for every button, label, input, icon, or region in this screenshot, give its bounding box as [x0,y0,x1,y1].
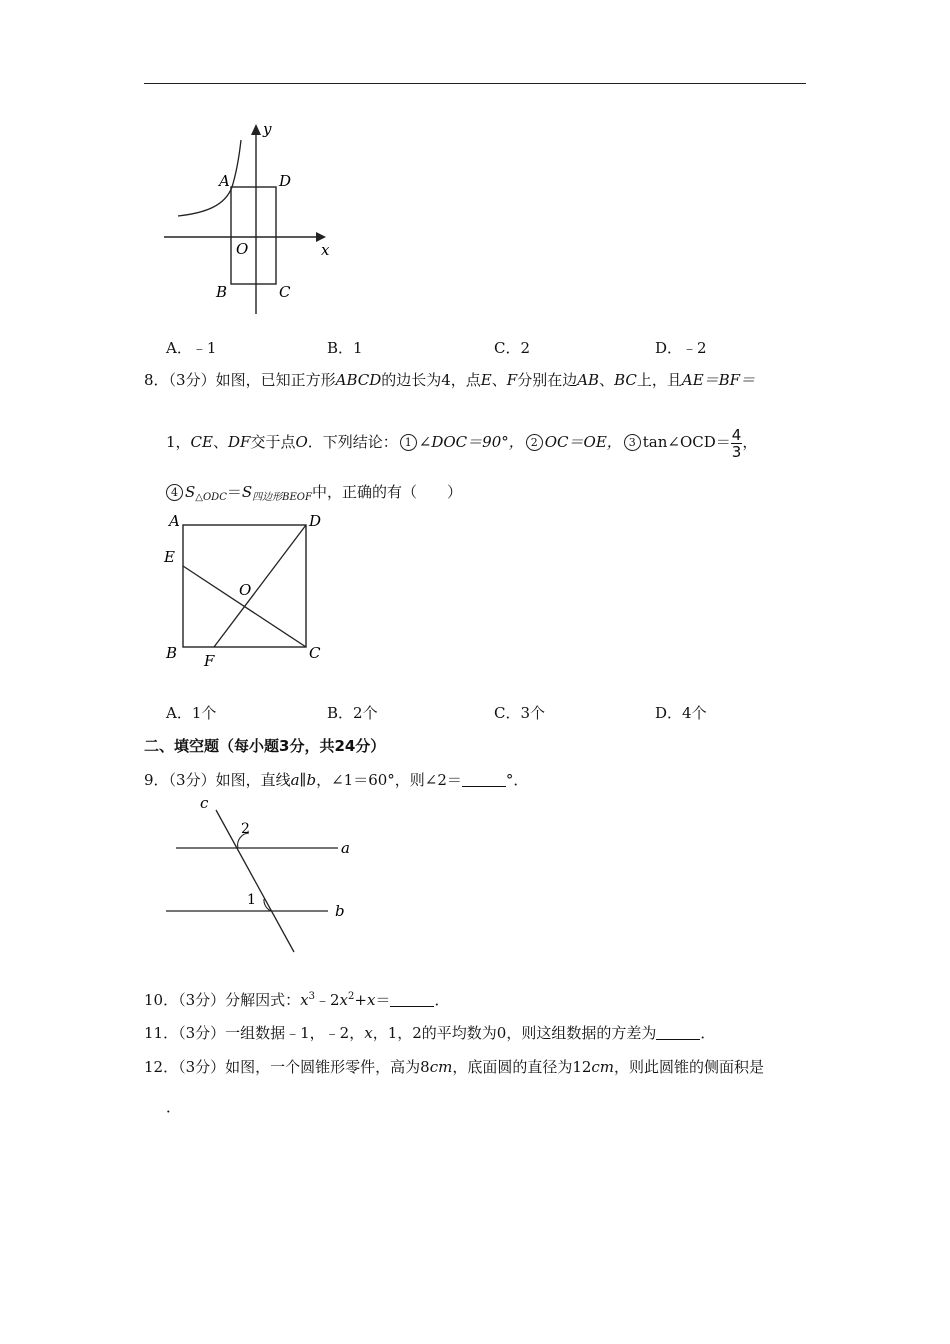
q8-fraction-denominator: 3 [731,442,742,461]
q8-option-a: A．1个 [166,704,217,722]
q11-text: ． [700,1024,716,1042]
q8-label-a: A [169,512,180,530]
q7-figure [160,118,340,318]
q8-conclusion-1: ∠DOC＝90°， [418,433,524,451]
q10-text: ＝ [375,991,391,1009]
q8-text: 交于点 [250,433,296,451]
q9-line-c [216,810,294,952]
q9-score: （3分） [168,771,216,789]
q10-exponent: 2 [348,991,355,1002]
q8-option-c: C．3个 [494,704,546,722]
q12-line1 [144,1057,764,1077]
q8-label-d: D [309,512,322,530]
q7-y-arrow [251,124,261,135]
q8-point-o: O [295,433,308,451]
q8-circled-3: 3 [624,434,641,451]
q8-area-sub: 四边形BEOF [252,492,312,503]
q8-figure [160,508,340,673]
q8-number: 8． [144,371,169,389]
q8-text: 中，正确的有（ ） [311,483,462,501]
q12-unit: cm [591,1058,615,1076]
q8-text: 、 [212,433,228,451]
q9-text: 如图，直线 [215,771,291,789]
q10-line [144,987,449,1010]
q8-option-d: D．4个 [655,704,707,722]
q8-text: 如图，已知正方形 [215,371,336,389]
q9-label-2: 2 [241,821,250,837]
q8-fraction [731,427,743,460]
q8-text: ．下列结论： [307,433,398,451]
q10-exponent: 3 [308,991,315,1002]
q12-number: 12． [144,1058,179,1076]
q7-option-b: B．1 [327,339,363,357]
q7-rectangle-abcd [231,187,276,284]
q10-var-x: x [339,991,349,1009]
q10-text: 分解因式： [225,991,301,1009]
q8-line2 [166,424,757,460]
q9-label-c: c [200,795,209,812]
q11-text: ，1，2的平均数为0，则这组数据的方差为 [372,1024,657,1042]
q10-score: （3分） [178,991,226,1009]
q7-option-c: C．2 [494,339,531,357]
q7-label-y: y [263,120,272,138]
q8-text: 1， [166,433,191,451]
q8-text: 、 [599,371,615,389]
q11-var-x: x [364,1024,373,1042]
q10-text: ﹣2 [315,991,340,1009]
q11-line [144,1023,715,1043]
q8-segment-df-line [214,525,306,647]
q10-var-x: x [366,991,376,1009]
q10-var-x: x [300,991,309,1009]
q8-segment-ce: CE [190,433,213,451]
q11-number: 11． [144,1024,179,1042]
q8-text: 分别在边 [517,371,578,389]
q8-equation: AE＝BF＝ [681,371,756,389]
q9-line1 [144,770,528,790]
q12-line2: ． [166,1098,182,1116]
q7-label-c: C [279,283,291,301]
q9-answer-blank [462,772,506,787]
q10-number: 10． [144,991,179,1009]
q8-area-sub: △ODC [195,492,227,503]
q7-option-d: D．﹣2 [655,339,707,357]
q10-text: + [354,991,367,1009]
q8-circled-2: 2 [526,434,543,451]
q7-label-a: A [219,172,230,190]
q8-score: （3分） [168,371,216,389]
q11-text: 一组数据﹣1，﹣2， [225,1024,365,1042]
q8-text: 、 [491,371,507,389]
q9-text: °． [505,771,529,789]
q8-label-f: F [204,652,215,670]
q8-line1 [144,370,755,390]
q7-label-d: D [279,172,292,190]
q12-text: ，底面圆的直径为12 [452,1058,592,1076]
q11-score: （3分） [178,1024,226,1042]
q10-answer-blank [390,992,434,1007]
q8-area-s: S [185,483,196,501]
q9-parallel-lines: a∥b [290,771,317,789]
header-rule [144,83,806,84]
q12-unit: cm [429,1058,453,1076]
q8-label-e: E [164,548,175,566]
q9-figure [160,795,370,960]
q7-label-o: O [236,240,249,258]
q8-side-bc: BC [614,371,637,389]
q10-text: ． [434,991,450,1009]
q8-square-name: ABCD [335,371,382,389]
q8-side-ab: AB [577,371,600,389]
q9-label-b: b [335,902,345,920]
q8-conclusion-2: OC＝OE， [544,433,622,451]
q7-label-b: B [216,283,228,301]
q7-label-x: x [321,241,330,259]
q9-label-a: a [341,839,350,857]
q8-label-b: B [166,644,178,662]
q8-option-b: B．2个 [327,704,378,722]
q8-circled-1: 1 [400,434,417,451]
q8-conclusion-3: tan∠OCD＝ [642,433,731,451]
q12-text: 如图，一个圆锥形零件，高为8 [225,1058,430,1076]
q12-score: （3分） [178,1058,226,1076]
q8-point-f: F [506,371,518,389]
q8-area-s: S [241,483,253,501]
q8-text: ， [742,433,758,451]
q8-text: 上，且 [636,371,682,389]
q8-label-c: C [309,644,321,662]
q11-answer-blank [656,1025,700,1040]
q12-text: ，则此圆锥的侧面积是 [614,1058,765,1076]
q8-point-e: E [480,371,492,389]
q7-option-a: A．﹣1 [166,339,217,357]
q9-label-1: 1 [247,892,256,908]
q8-line3 [164,482,462,508]
q9-number: 9． [144,771,169,789]
q8-text: ＝ [226,483,242,501]
q8-fraction-numerator: 4 [731,425,742,444]
q8-circled-4: 4 [166,484,183,501]
section-heading: 二、填空题（每小题3分，共24分） [144,737,386,755]
q9-text: ，∠1＝60°，则∠2＝ [316,771,462,789]
q8-segment-df: DF [228,433,251,451]
q8-text: 的边长为4，点 [381,371,481,389]
q8-label-o: O [239,581,252,599]
